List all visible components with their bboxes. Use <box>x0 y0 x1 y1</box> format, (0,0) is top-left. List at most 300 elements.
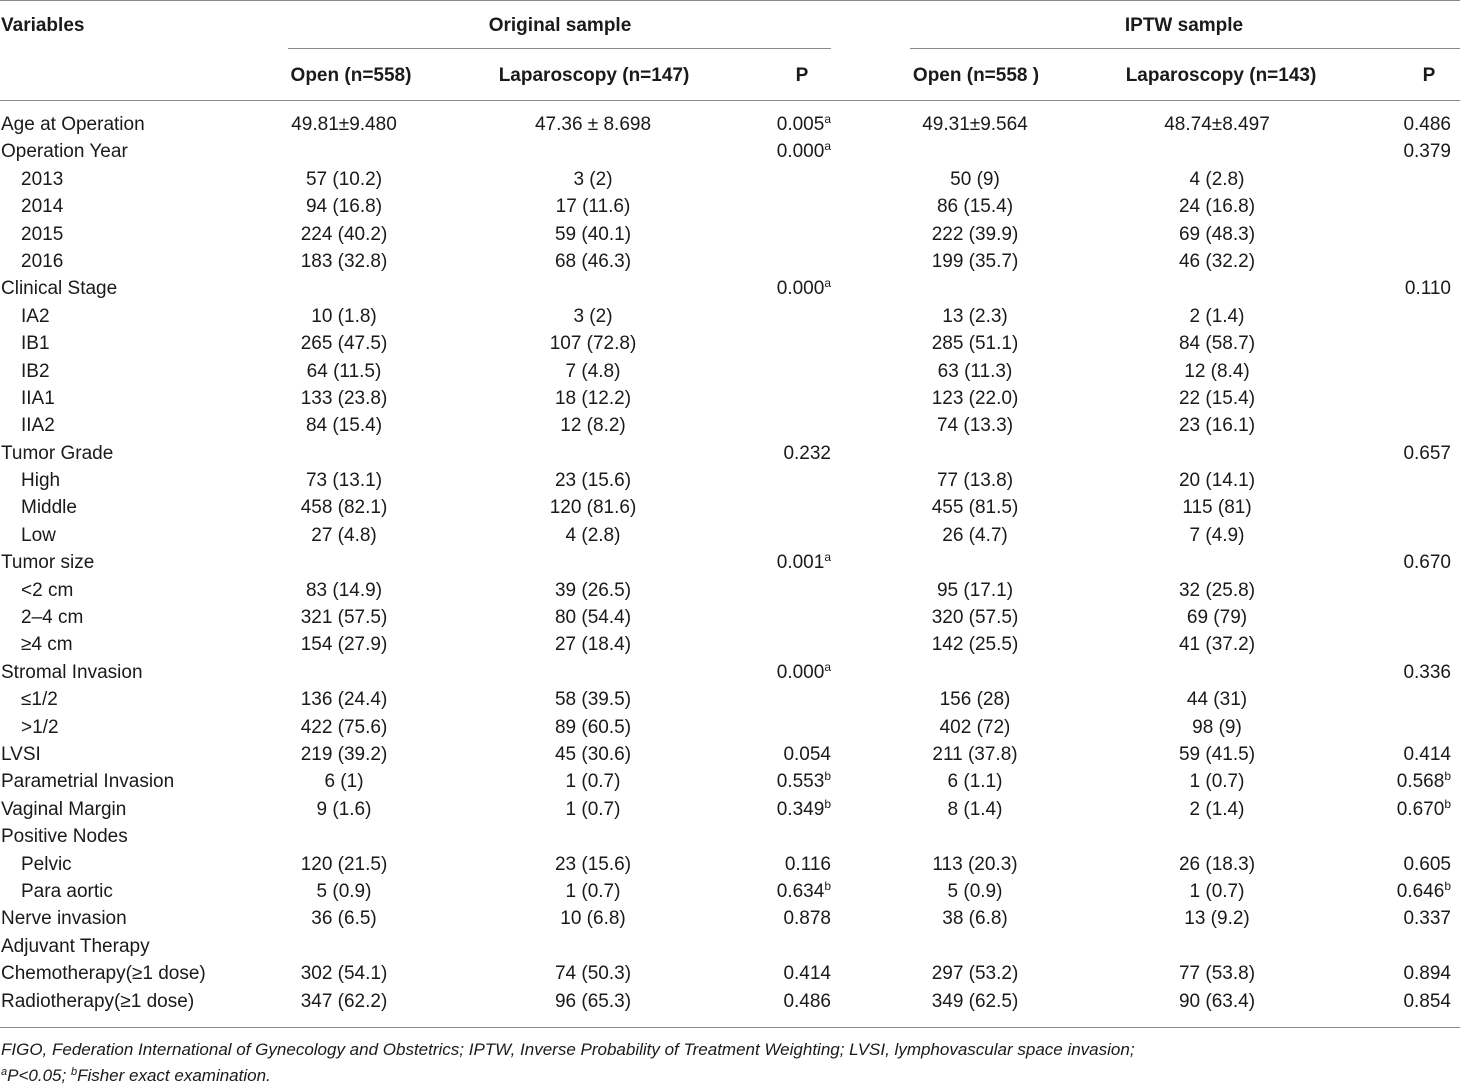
cell-laparoscopy-iptw-value: 44 (31) <box>1186 689 1248 711</box>
cell-laparoscopy-original <box>555 387 631 411</box>
cell-laparoscopy-iptw <box>1179 962 1255 986</box>
cell-laparoscopy-original <box>556 195 631 219</box>
cell-laparoscopy-original <box>566 524 621 548</box>
cell-open-original <box>301 606 388 630</box>
cell-laparoscopy-original <box>555 606 631 630</box>
cell-laparoscopy-original <box>555 633 631 657</box>
cell-laparoscopy-iptw <box>1190 168 1245 192</box>
cell-p-iptw-value: 0.854 <box>1403 990 1451 1012</box>
cell-open-iptw <box>932 496 1019 520</box>
header-group-iptw: IPTW sample <box>1124 15 1244 36</box>
cell-open-iptw-value: 5 (0.9) <box>947 880 1003 902</box>
table-row <box>0 961 1460 988</box>
cell-p-original <box>783 990 831 1014</box>
cell-laparoscopy-original-value: 59 (40.1) <box>554 223 632 245</box>
cell-open-iptw-value: 320 (57.5) <box>931 607 1019 629</box>
cell-laparoscopy-original-value: 1 (0.7) <box>565 798 621 820</box>
cell-open-iptw <box>932 332 1019 356</box>
cell-open-iptw-value: 123 (22.0) <box>931 387 1019 409</box>
row-label: 2014 <box>21 196 64 218</box>
cell-laparoscopy-iptw-value: 7 (4.9) <box>1189 524 1245 546</box>
cell-laparoscopy-original <box>550 496 637 520</box>
cell-open-iptw-value: 349 (62.5) <box>931 990 1019 1012</box>
cell-open-original-value: 5 (0.9) <box>316 880 372 902</box>
cell-open-original-value: 422 (75.6) <box>300 716 388 738</box>
table-row <box>0 989 1460 1016</box>
row-label: 2–4 cm <box>21 607 84 629</box>
cell-open-iptw <box>932 743 1017 767</box>
table-row <box>0 660 1460 687</box>
cell-open-iptw <box>932 223 1019 247</box>
cell-laparoscopy-original-value: 3 (2) <box>573 168 613 190</box>
cell-laparoscopy-iptw <box>1179 387 1255 411</box>
cell-open-original-value: 120 (21.5) <box>300 853 388 875</box>
cell-laparoscopy-iptw <box>1179 853 1255 877</box>
cell-p-original-superscript: b <box>824 796 831 811</box>
table-row <box>0 797 1460 824</box>
cell-laparoscopy-iptw-value: 1 (0.7) <box>1189 880 1245 902</box>
cell-open-iptw <box>948 880 1003 904</box>
cell-p-iptw-value: 0.657 <box>1403 442 1451 464</box>
cell-open-original-value: 302 (54.1) <box>300 963 388 985</box>
cell-laparoscopy-original-value: 80 (54.4) <box>554 607 632 629</box>
table-row <box>0 742 1460 769</box>
cell-laparoscopy-original <box>555 250 631 274</box>
row-label: >1/2 <box>21 716 59 738</box>
cell-p-original-superscript: a <box>824 139 831 154</box>
header-laparoscopy-iptw: Laparoscopy (n=143) <box>1125 65 1317 86</box>
cell-p-iptw-value: 0.336 <box>1403 661 1451 683</box>
cell-laparoscopy-original-value: 27 (18.4) <box>554 634 632 656</box>
table-row <box>0 276 1460 303</box>
row-label: Vaginal Margin <box>1 798 127 820</box>
cell-open-original <box>306 168 382 192</box>
cell-open-iptw-value: 26 (4.7) <box>942 524 1008 546</box>
cell-p-original-value: 0.001 <box>776 552 825 574</box>
cell-laparoscopy-original <box>566 360 621 384</box>
footnote-text-b: Fisher exact examination. <box>77 1066 271 1085</box>
group-rule-iptw <box>910 48 1460 49</box>
cell-open-original <box>307 360 382 384</box>
cell-laparoscopy-original-value: 58 (39.5) <box>554 689 632 711</box>
cell-open-original <box>301 688 388 712</box>
cell-p-original-value: 0.000 <box>776 141 825 163</box>
row-label: LVSI <box>1 743 41 765</box>
cell-laparoscopy-iptw <box>1190 305 1245 329</box>
row-label: <2 cm <box>21 579 74 601</box>
cell-p-iptw-superscript: b <box>1444 769 1451 784</box>
cell-open-iptw-value: 86 (15.4) <box>936 196 1014 218</box>
table-row <box>0 194 1460 221</box>
cell-laparoscopy-iptw <box>1184 907 1249 931</box>
cell-p-iptw-superscript: b <box>1444 796 1451 811</box>
cell-open-original-value: 183 (32.8) <box>300 250 388 272</box>
cell-p-original <box>777 277 831 301</box>
cell-open-original <box>311 907 376 931</box>
cell-p-iptw <box>1403 962 1451 986</box>
cell-p-original <box>777 798 831 822</box>
cell-laparoscopy-original-value: 74 (50.3) <box>554 963 632 985</box>
cell-open-original-value: 347 (62.2) <box>300 990 388 1012</box>
cell-p-iptw <box>1403 140 1451 164</box>
cell-open-original-value: 154 (27.9) <box>300 634 388 656</box>
table-row <box>0 934 1460 961</box>
cell-laparoscopy-original <box>555 579 631 603</box>
cell-p-original-value: 0.486 <box>783 990 831 1012</box>
cell-laparoscopy-iptw-value: 22 (15.4) <box>1178 387 1256 409</box>
cell-laparoscopy-iptw-value: 4 (2.8) <box>1189 168 1245 190</box>
cell-p-original-value: 0.000 <box>776 661 825 683</box>
cell-p-iptw-value: 0.568 <box>1396 771 1445 793</box>
cell-laparoscopy-iptw-value: 84 (58.7) <box>1178 333 1256 355</box>
cell-open-original <box>306 579 382 603</box>
table-row <box>0 441 1460 468</box>
table-top-rule <box>0 0 1460 1</box>
row-label: 2015 <box>21 223 64 245</box>
row-label: Parametrial Invasion <box>1 771 175 793</box>
cell-laparoscopy-iptw-value: 48.74±8.497 <box>1164 114 1270 135</box>
cell-p-original-value: 0.232 <box>783 442 831 464</box>
cell-laparoscopy-original-value: 68 (46.3) <box>554 250 632 272</box>
cell-laparoscopy-iptw <box>1179 469 1255 493</box>
cell-laparoscopy-iptw <box>1179 414 1255 438</box>
cell-open-iptw <box>940 716 1011 740</box>
cell-open-iptw-value: 113 (20.3) <box>932 853 1018 875</box>
cell-open-original <box>306 195 382 219</box>
cell-p-iptw <box>1403 907 1451 931</box>
row-label: IIA1 <box>21 387 55 409</box>
row-label: Clinical Stage <box>1 278 118 300</box>
cell-laparoscopy-iptw-value: 12 (8.4) <box>1184 360 1250 382</box>
cell-laparoscopy-original <box>555 990 631 1014</box>
table-row <box>0 413 1460 440</box>
table-row <box>0 359 1460 386</box>
table-body <box>0 112 1460 1016</box>
cell-laparoscopy-original-value: 4 (2.8) <box>565 524 621 546</box>
table-row <box>0 523 1460 550</box>
cell-open-iptw <box>950 168 1000 192</box>
cell-p-original-value: 0.634 <box>776 880 825 902</box>
row-label: Para aortic <box>21 880 113 902</box>
table-row <box>0 578 1460 605</box>
cell-p-iptw <box>1403 743 1451 767</box>
cell-laparoscopy-original-value: 23 (15.6) <box>554 470 632 492</box>
cell-laparoscopy-original-value: 17 (11.6) <box>555 196 631 218</box>
cell-laparoscopy-iptw-value: 13 (9.2) <box>1184 908 1250 930</box>
cell-p-original <box>783 907 831 931</box>
cell-p-original-superscript: a <box>824 112 831 126</box>
cell-p-original <box>777 113 831 137</box>
row-label: ≥4 cm <box>21 634 73 656</box>
cell-laparoscopy-original-value: 96 (65.3) <box>554 990 632 1012</box>
cell-p-iptw-value: 0.414 <box>1403 743 1451 765</box>
cell-laparoscopy-iptw-value: 69 (79) <box>1186 607 1248 629</box>
cell-open-iptw <box>937 414 1013 438</box>
cell-p-original <box>777 140 831 164</box>
cell-open-original <box>291 113 397 137</box>
cell-laparoscopy-original-value: 89 (60.5) <box>554 716 632 738</box>
header-open-iptw: Open (n=558 ) <box>912 65 1040 86</box>
cell-p-original-superscript: a <box>824 276 831 291</box>
cell-open-iptw-value: 211 (37.8) <box>932 743 1018 765</box>
cell-p-iptw <box>1403 990 1451 1014</box>
cell-open-original <box>317 798 372 822</box>
cell-laparoscopy-iptw <box>1179 250 1255 274</box>
cell-p-iptw-value: 0.894 <box>1403 963 1451 985</box>
table-row <box>0 715 1460 742</box>
cell-laparoscopy-original <box>566 880 621 904</box>
cell-open-iptw <box>932 250 1019 274</box>
cell-open-original-value: 133 (23.8) <box>300 387 388 409</box>
cell-laparoscopy-original <box>555 743 631 767</box>
cell-open-iptw <box>932 990 1019 1014</box>
cell-open-original <box>301 496 388 520</box>
cell-p-original-value: 0.000 <box>776 278 825 300</box>
table-bottom-rule <box>0 1027 1460 1028</box>
cell-open-iptw <box>922 113 1028 137</box>
cell-open-iptw-value: 156 (28) <box>939 689 1011 711</box>
cell-open-original-value: 9 (1.6) <box>316 798 372 820</box>
cell-open-iptw-value: 95 (17.1) <box>936 579 1014 601</box>
cell-open-iptw-value: 455 (81.5) <box>931 497 1019 519</box>
cell-laparoscopy-iptw <box>1192 716 1242 740</box>
cell-open-original <box>311 305 376 329</box>
cell-laparoscopy-original <box>566 798 621 822</box>
cell-laparoscopy-original-value: 120 (81.6) <box>549 497 637 519</box>
table-row <box>0 304 1460 331</box>
cell-laparoscopy-original-value: 47.36 ± 8.698 <box>534 114 652 135</box>
cell-p-original-superscript: b <box>824 769 831 784</box>
cell-open-original <box>301 633 388 657</box>
cell-laparoscopy-original-value: 107 (72.8) <box>549 333 637 355</box>
header-variables: Variables <box>1 15 85 36</box>
cell-open-original-value: 36 (6.5) <box>311 908 377 930</box>
cell-p-iptw-value: 0.646 <box>1396 880 1445 902</box>
cell-p-original-value: 0.553 <box>776 771 825 793</box>
table-row <box>0 769 1460 796</box>
row-label: IB2 <box>21 360 50 382</box>
footnote-text-a: P<0.05; <box>7 1066 71 1085</box>
table-row <box>0 605 1460 632</box>
cell-p-iptw-superscript: b <box>1444 878 1451 893</box>
cell-p-iptw-value: 0.110 <box>1404 278 1451 300</box>
cell-laparoscopy-iptw <box>1179 743 1255 767</box>
row-label: ≤1/2 <box>21 689 58 711</box>
cell-laparoscopy-original <box>566 770 621 794</box>
cell-open-iptw-value: 74 (13.3) <box>936 415 1014 437</box>
cell-p-original-value: 0.878 <box>783 908 831 930</box>
cell-open-iptw-value: 297 (53.2) <box>931 963 1019 985</box>
cell-laparoscopy-iptw <box>1179 223 1255 247</box>
cell-laparoscopy-iptw <box>1179 633 1255 657</box>
cell-laparoscopy-iptw-value: 20 (14.1) <box>1178 470 1256 492</box>
cell-laparoscopy-original-value: 3 (2) <box>573 305 613 327</box>
cell-laparoscopy-iptw <box>1190 770 1245 794</box>
cell-laparoscopy-iptw <box>1187 688 1247 712</box>
cell-laparoscopy-iptw-value: 24 (16.8) <box>1178 196 1256 218</box>
cell-laparoscopy-original-value: 39 (26.5) <box>554 579 632 601</box>
table-row <box>0 331 1460 358</box>
cell-p-iptw <box>1403 442 1451 466</box>
footnote-abbreviations: FIGO, Federation International of Gynecology and Obstetrics; IPTW, Inverse Probability of Treatment Weighting; LVSI, lymphovascular space invasion; <box>1 1040 1135 1059</box>
cell-open-iptw-value: 8 (1.4) <box>947 798 1003 820</box>
cell-laparoscopy-iptw <box>1190 880 1245 904</box>
cell-open-original <box>317 880 372 904</box>
cell-open-iptw-value: 6 (1.1) <box>947 771 1003 793</box>
table-row <box>0 550 1460 577</box>
cell-open-original <box>306 469 382 493</box>
table-row <box>0 167 1460 194</box>
cell-laparoscopy-iptw <box>1179 195 1255 219</box>
cell-open-iptw-value: 77 (13.8) <box>936 470 1014 492</box>
footnote-markers <box>1 1063 1135 1089</box>
cell-laparoscopy-iptw-value: 26 (18.3) <box>1178 853 1256 875</box>
cell-open-original <box>301 716 388 740</box>
cell-open-iptw-value: 222 (39.9) <box>931 223 1019 245</box>
cell-laparoscopy-original <box>535 113 651 137</box>
header-p-iptw: P <box>1422 65 1436 86</box>
cell-open-original-value: 265 (47.5) <box>300 333 388 355</box>
cell-open-original <box>301 250 388 274</box>
cell-open-iptw <box>940 688 1011 712</box>
cell-laparoscopy-iptw <box>1179 332 1255 356</box>
cell-open-original-value: 94 (16.8) <box>305 196 383 218</box>
cell-open-original <box>301 387 388 411</box>
cell-p-iptw <box>1397 798 1451 822</box>
row-label: Chemotherapy(≥1 dose) <box>1 963 206 985</box>
cell-laparoscopy-iptw <box>1184 360 1249 384</box>
cell-laparoscopy-original-value: 1 (0.7) <box>565 771 621 793</box>
row-label: Low <box>21 524 56 546</box>
cell-laparoscopy-original <box>555 853 631 877</box>
cell-p-original-value: 0.005 <box>776 114 825 135</box>
cell-open-iptw <box>937 195 1013 219</box>
cell-laparoscopy-iptw <box>1179 579 1255 603</box>
cell-laparoscopy-iptw-value: 98 (9) <box>1192 716 1242 738</box>
cell-open-original <box>324 770 363 794</box>
cell-p-original <box>783 962 831 986</box>
cell-laparoscopy-original-value: 10 (6.8) <box>560 908 626 930</box>
cell-p-original-value: 0.054 <box>783 743 831 765</box>
row-label: IA2 <box>21 305 50 327</box>
cell-laparoscopy-original <box>560 907 625 931</box>
cell-p-iptw-value: 0.379 <box>1403 141 1451 163</box>
cell-laparoscopy-iptw-value: 41 (37.2) <box>1178 634 1256 656</box>
footnote-sup-a: a <box>1 1066 8 1078</box>
cell-p-iptw <box>1403 551 1451 575</box>
cell-p-original <box>777 551 831 575</box>
cell-p-original <box>785 853 831 877</box>
table-row <box>0 906 1460 933</box>
row-label: Adjuvant Therapy <box>1 935 150 957</box>
cell-p-original-value: 0.349 <box>776 798 825 820</box>
cell-open-iptw <box>937 469 1013 493</box>
cell-laparoscopy-iptw-value: 69 (48.3) <box>1178 223 1256 245</box>
cell-p-iptw-value: 0.605 <box>1403 853 1451 875</box>
cell-open-iptw-value: 38 (6.8) <box>942 908 1008 930</box>
cell-p-iptw <box>1405 277 1451 301</box>
table-row <box>0 222 1460 249</box>
row-label: Stromal Invasion <box>1 661 143 683</box>
cell-laparoscopy-iptw-value: 115 (81) <box>1182 497 1252 519</box>
cell-laparoscopy-original-value: 23 (15.6) <box>554 853 632 875</box>
cell-open-iptw-value: 285 (51.1) <box>931 333 1019 355</box>
row-label: Middle <box>21 497 77 519</box>
cell-laparoscopy-original-value: 18 (12.2) <box>554 387 632 409</box>
row-label: 2013 <box>21 168 64 190</box>
cell-open-original-value: 6 (1) <box>324 771 364 793</box>
cell-open-original-value: 49.81±9.480 <box>291 114 397 135</box>
cell-p-iptw <box>1397 770 1451 794</box>
cell-open-iptw <box>938 360 1013 384</box>
row-label: Age at Operation <box>1 114 145 135</box>
cell-p-original-value: 0.116 <box>784 853 831 875</box>
cell-open-iptw <box>932 853 1017 877</box>
cell-p-original <box>777 661 831 685</box>
cell-laparoscopy-iptw-value: 23 (16.1) <box>1178 415 1256 437</box>
row-label: Pelvic <box>21 853 72 875</box>
row-label: 2016 <box>21 250 64 272</box>
cell-p-iptw <box>1403 113 1451 137</box>
cell-laparoscopy-iptw <box>1164 113 1270 137</box>
cell-open-original <box>306 414 382 438</box>
row-label: Nerve invasion <box>1 908 127 930</box>
cell-p-original <box>783 743 831 767</box>
cell-open-iptw-value: 13 (2.3) <box>942 305 1008 327</box>
cell-laparoscopy-original <box>560 414 625 438</box>
table-row <box>0 632 1460 659</box>
cell-laparoscopy-iptw-value: 59 (41.5) <box>1178 743 1256 765</box>
cell-open-iptw-value: 402 (72) <box>939 716 1011 738</box>
cell-laparoscopy-original <box>573 305 612 329</box>
row-label: IIA2 <box>21 415 55 437</box>
cell-open-iptw <box>932 606 1019 630</box>
cell-open-iptw <box>942 305 1007 329</box>
cell-p-iptw <box>1397 880 1451 904</box>
cell-laparoscopy-original <box>573 168 612 192</box>
cell-laparoscopy-original-value: 12 (8.2) <box>560 415 626 437</box>
cell-p-iptw-value: 0.670 <box>1403 552 1451 574</box>
cell-p-iptw-value: 0.670 <box>1396 798 1445 820</box>
header-group-original: Original sample <box>488 15 632 36</box>
row-label: Tumor Grade <box>1 442 114 464</box>
cell-p-original <box>777 880 831 904</box>
table-row <box>0 468 1460 495</box>
table-footnote <box>1 1037 1135 1089</box>
cell-laparoscopy-original <box>555 469 631 493</box>
cell-open-iptw <box>942 907 1007 931</box>
cell-p-iptw-value: 0.337 <box>1403 908 1451 930</box>
cell-open-original-value: 219 (39.2) <box>300 743 388 765</box>
cell-open-original-value: 321 (57.5) <box>300 607 388 629</box>
cell-open-original-value: 73 (13.1) <box>305 470 383 492</box>
row-label: Operation Year <box>1 141 128 163</box>
table-row <box>0 495 1460 522</box>
cell-open-original <box>301 853 388 877</box>
cell-open-iptw-value: 50 (9) <box>950 168 1000 190</box>
cell-p-original-value: 0.414 <box>783 963 831 985</box>
cell-open-iptw <box>948 798 1003 822</box>
cell-open-original <box>301 990 388 1014</box>
table-row <box>0 112 1460 139</box>
cell-laparoscopy-iptw <box>1190 798 1245 822</box>
row-label: IB1 <box>21 333 50 355</box>
cell-open-iptw-value: 49.31±9.564 <box>922 114 1028 135</box>
row-label: Tumor size <box>1 552 95 574</box>
row-label: Positive Nodes <box>1 826 128 848</box>
footnote-sup-b: b <box>70 1066 78 1078</box>
table-row <box>0 687 1460 714</box>
